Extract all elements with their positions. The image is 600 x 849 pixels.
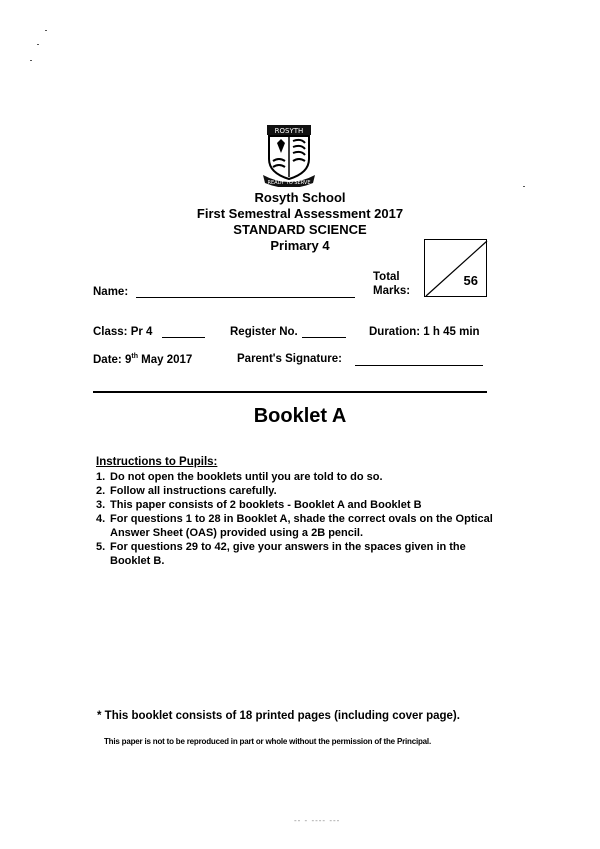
date-suffix-sup: th	[131, 353, 138, 360]
instruction-text: This paper consists of 2 booklets - Booklet A and Booklet B	[110, 499, 422, 511]
total-marks-value: 56	[463, 273, 478, 288]
svg-text:READY TO SERVE: READY TO SERVE	[267, 180, 311, 186]
date-month-year: May 2017	[137, 353, 193, 366]
school-name: Rosyth School	[254, 190, 346, 205]
assessment-title: First Semestral Assessment 2017	[196, 206, 404, 221]
school-crest-logo	[259, 123, 319, 187]
subject-title: STANDARD SCIENCE	[233, 222, 367, 237]
instruction-item	[96, 484, 496, 498]
instruction-item	[96, 512, 496, 540]
date-text	[93, 353, 192, 366]
name-label: Name:	[93, 286, 129, 298]
booklet-title: Booklet A	[253, 405, 347, 427]
instruction-number: 3.	[96, 499, 106, 511]
parent-signature-line[interactable]	[355, 365, 483, 366]
scan-speck	[37, 44, 39, 45]
register-field-line[interactable]	[302, 337, 346, 338]
instruction-number: 1.	[96, 471, 106, 483]
instruction-item	[96, 470, 496, 484]
instruction-text: Follow all instructions carefully.	[110, 485, 277, 497]
scan-speck	[30, 60, 32, 61]
duration-text: Duration: 1 h 45 min	[369, 326, 480, 338]
name-field-line[interactable]	[136, 297, 355, 298]
scan-speck	[523, 186, 525, 187]
register-label: Register No.	[230, 326, 298, 338]
svg-text:ROSYTH: ROSYTH	[274, 127, 304, 135]
instruction-number: 4.	[96, 513, 106, 525]
instruction-number: 5.	[96, 541, 106, 553]
instruction-item	[96, 540, 496, 568]
horizontal-rule	[93, 391, 487, 393]
parent-signature-label: Parent's Signature:	[237, 353, 342, 365]
instruction-text: For questions 29 to 42, give your answers in the spaces given in the Booklet B.	[110, 541, 466, 567]
footer-text: -- - ---- ---	[294, 816, 341, 825]
instructions-list	[96, 470, 496, 568]
instruction-text: Do not open the booklets until you are told to do so.	[110, 471, 383, 483]
class-label: Class: Pr 4	[93, 326, 153, 338]
level-title: Primary 4	[270, 238, 330, 253]
instruction-item	[96, 498, 496, 512]
instructions-title: Instructions to Pupils:	[96, 456, 218, 468]
instruction-number: 2.	[96, 485, 106, 497]
total-marks-label-1: Total	[373, 271, 400, 283]
instruction-text: For questions 1 to 28 in Booklet A, shade the correct ovals on the Optical Answer Sheet (OAS) provided using a 2B pencil.	[110, 513, 493, 539]
copyright-notice: This paper is not to be reproduced in part or whole without the permission of the Principal.	[104, 737, 431, 746]
date-prefix: Date: 9	[93, 353, 132, 366]
total-marks-label-2: Marks:	[373, 285, 411, 297]
class-field-line[interactable]	[162, 337, 205, 338]
total-marks-box	[424, 239, 487, 297]
page-count-note: * This booklet consists of 18 printed pages (including cover page).	[97, 710, 460, 722]
scan-speck	[45, 30, 47, 31]
